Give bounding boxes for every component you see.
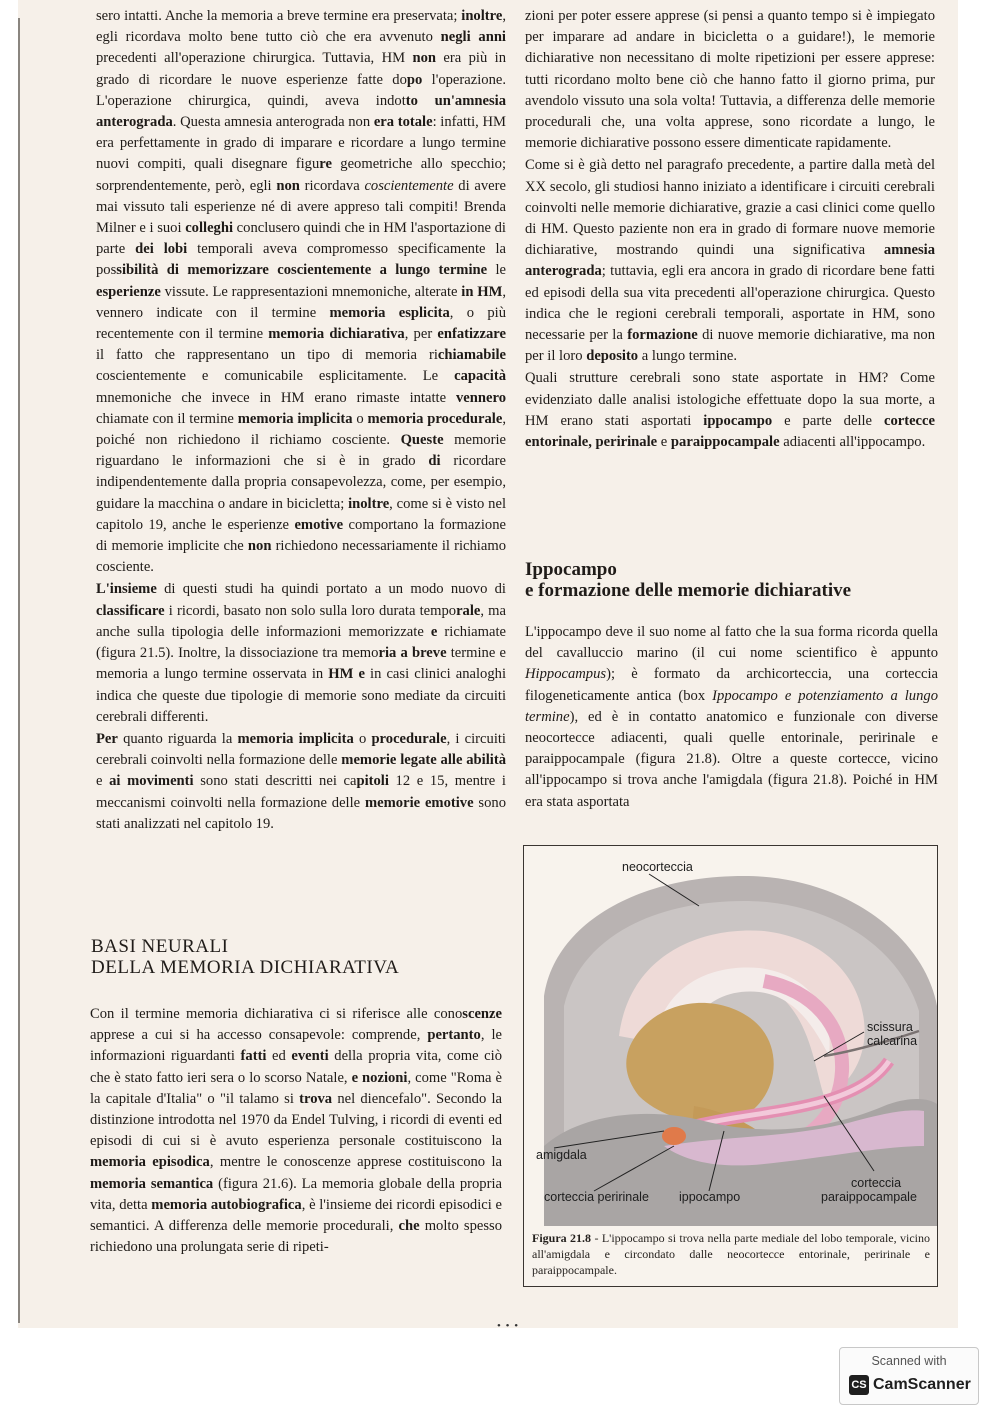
- left_top-p3-run-1: Per: [96, 730, 118, 747]
- left_bottom-p1-run-5: , le informazioni riguardanti: [90, 1027, 502, 1065]
- left_top-p2-run-11: HM e: [328, 666, 365, 683]
- left_top-p1-run-24: temporali aveva compromesso specificamente la pos: [96, 241, 506, 279]
- right_top-paragraph-1: [525, 6, 935, 154]
- right_top-p3-run-2: ippocampo: [703, 412, 773, 429]
- left_top-p1-run-36: enfatizzare: [437, 326, 506, 343]
- label-corteccia-peririnale: corteccia peririnale: [544, 1190, 649, 1204]
- left_top-p1-run-23: dei lobi: [135, 241, 188, 258]
- left_top-p1-run-16: geometriche allo specchio; sorprendentemente, però, egli: [96, 156, 506, 194]
- left_bottom-p1-run-18: (figura 21.6). La memoria globale della propria vita, detta: [90, 1175, 502, 1213]
- right_top-paragraph-2: [525, 155, 935, 367]
- section-heading-line1: BASI NEURALI: [91, 936, 229, 957]
- left_top-p1-run-2: inoltre: [461, 8, 503, 24]
- left_top-p3-run-10: sono stati descritti nei ca: [193, 773, 357, 790]
- left_bottom-p1-run-15: dica: [183, 1154, 210, 1171]
- left_top-p1-run-53: inoltre: [348, 495, 390, 512]
- right_mid-p1-run-2: Hippocampus: [525, 666, 607, 683]
- left_top-p3-run-11: pitoli: [356, 773, 389, 790]
- amygdala-shape: [662, 1127, 686, 1145]
- sub-heading: [525, 559, 945, 601]
- left_bottom-p1-run-1: Con il termine memoria dichiarativa ci si riferisce alle cono: [90, 1006, 463, 1022]
- right-column-middle: [525, 622, 938, 813]
- left_top-p1-run-15: re: [319, 156, 332, 173]
- left_top-p3-run-13: memorie emotive: [365, 794, 474, 811]
- left_top-p1-run-42: vennero: [456, 389, 506, 406]
- right_mid-p1-run-4: Ippocampo e potenziamento a lungo termine: [525, 687, 938, 725]
- left_bottom-p1-run-13: nel diencefalo". Secondo la distinzione introdotta nel 1970 da Endel Tulving, i ricordi di eventi ed episodi di cui si è avuto esperienza personale costituiscono la: [90, 1090, 502, 1150]
- camscanner-watermark: [839, 1347, 979, 1405]
- left_bottom-p1-run-12: trova: [299, 1090, 333, 1107]
- left_top-p1-run-10: to un': [405, 92, 455, 109]
- label-calcarina: calcarina: [867, 1034, 918, 1048]
- left_top-p2-run-5: rale: [456, 602, 481, 619]
- left_top-p1-run-8: po: [406, 71, 423, 88]
- left_top-p3-run-5: procedurale: [371, 730, 447, 747]
- left_top-p1-run-58: richiedono necessariamente il richiamo cosciente.: [96, 538, 506, 576]
- left_top-p2-run-6: , ma anche sulla tipologia delle informazioni memorizzate: [96, 602, 506, 640]
- left_top-p1-run-17: non: [276, 177, 300, 194]
- label-ippocampo: ippocampo: [679, 1190, 741, 1204]
- page-number: • • •: [497, 1320, 520, 1332]
- left_top-p3-run-4: o: [353, 730, 372, 747]
- right-column-top: [525, 6, 935, 453]
- left_top-p1-run-38: chiamabile: [437, 347, 506, 364]
- left_top-p1-run-1: sero intatti. Anche la memoria a breve termine era preservata;: [96, 8, 462, 24]
- left_top-p1-run-6: non: [412, 50, 437, 67]
- left_top-p1-run-54: , come si è visto nel capitolo 19, anche le esperienze: [96, 495, 506, 533]
- left_top-p1-run-25: sibilità di: [116, 262, 188, 279]
- left_bottom-p1-run-16: , mentre le conoscenze apprese costituiscono la: [209, 1154, 502, 1171]
- left_top-p1-run-43: chiamate con il termine: [96, 410, 238, 427]
- left_top-p1-run-7: era più in grado di ricordare le nuove esperienze fatte do: [96, 50, 506, 88]
- camscanner-logo-icon: CS: [849, 1375, 869, 1395]
- right_top-p2-run-1: Come si è già detto nel paragrafo precedente, a partire dalla metà del XX secolo, gli studiosi hanno iniziato a identificare i circuiti cerebrali coinvolti nelle memorie dichiarative, grazie a casi clinici come quello di HM. Questo paziente non era in grado di formare nuove memorie dichiarative, mostrando quindi una significativa: [525, 157, 935, 259]
- left_top-p3-run-9: ai movimenti: [109, 773, 194, 790]
- right_top-p2-run-6: deposito: [586, 348, 639, 365]
- left_bottom-p1-run-21: che: [398, 1218, 420, 1235]
- right_top-p2-run-7: a lungo termine.: [638, 348, 737, 365]
- left_top-p1-run-30: in HM: [461, 283, 503, 300]
- left_top-p1-run-44: memoria implicita: [237, 410, 353, 427]
- right_top-p1-run-1: zioni per poter essere apprese (si pensi a quanto tempo si è impiegato per imparare ad andare in bicicletta o a guidare!), le memorie dichiarative non necessitano di molte ripetizioni per essere apprese: tutti ricordano molto bene ciò che hanno fatto il giorno prima, pur avendolo vissuto una sola volta! Tuttavia, a differenza delle memorie procedurali che, una volta apprese, sono ricordate a lungo, le memorie dichiarative possono essere dimenticate rapidamente.: [525, 8, 935, 152]
- section-heading-line2: DELLA MEMORIA DICHIARATIVA: [91, 957, 400, 978]
- left_bottom-p1-run-11: , come "Roma è la capitale d'Italia" o "il talamo si: [90, 1069, 502, 1107]
- left_bottom-p1-run-8: eventi: [291, 1048, 329, 1065]
- left_top-p1-run-40: capacità: [454, 368, 506, 385]
- left_top-p1-run-34: memoria dichiarativa: [268, 326, 405, 343]
- label-scissura: scissura: [867, 1020, 913, 1034]
- left_top-p2-run-7: e: [430, 623, 438, 640]
- sub-heading-line1: Ippocampo: [525, 559, 617, 580]
- left_top-p3-run-12: 12 e 15, mentre i meccanismi coinvolti nella formazione delle: [96, 773, 506, 811]
- left_top-p1-run-57: non: [247, 538, 272, 555]
- right_top-p3-run-5: e: [657, 434, 671, 451]
- left_top-p1-run-4: negli anni: [440, 29, 506, 46]
- left_top-paragraph-1: [96, 6, 506, 578]
- left_bottom-p1-run-9: della propria vita, come ciò che è stato fatto ieri sera o lo scorso Natale,: [90, 1048, 503, 1086]
- left_top-p3-run-2: quanto riguarda la: [117, 730, 238, 747]
- left_top-paragraph-3: [96, 729, 506, 835]
- left_top-p3-run-6: , i circuiti cerebrali coinvolti nella formazione delle: [96, 730, 506, 769]
- label-amigdala: amigdala: [536, 1148, 587, 1162]
- caption-text: - L'ippocampo si trova nella parte mediale del lobo temporale, vicino all'amigdala e circondato dalle neocortecce entorinale, peririnale e paraippocampale.: [532, 1231, 931, 1277]
- right_top-p2-run-5: di nuove memorie dichiarative, ma non per il loro: [525, 327, 935, 365]
- left_top-p1-run-35: , per: [404, 326, 438, 343]
- watermark-brand: CamScanner: [873, 1376, 971, 1393]
- left_bottom-paragraph-1: [90, 1004, 502, 1258]
- scan-edge-line: [18, 18, 20, 1323]
- left_top-p2-run-10: termine e memoria a lungo termine osservata in: [96, 645, 506, 683]
- left_top-p1-run-21: colleghi: [185, 220, 234, 237]
- left_top-p1-run-32: memoria esplicita: [329, 304, 450, 321]
- left_bottom-p1-run-6: fatti: [240, 1048, 267, 1065]
- label-corteccia: corteccia: [851, 1176, 902, 1190]
- left_top-p2-run-8: richiamate (figura 21.5). Inoltre, la dissociazione tra memo: [96, 623, 506, 662]
- left_top-p1-run-12: . Questa amnesia anterograda non: [172, 114, 374, 131]
- left_top-p2-run-3: classificare: [96, 602, 165, 619]
- left_top-p1-run-56: comportano la formazione di memorie implicite che: [96, 516, 506, 555]
- left_top-p1-run-52: ricordare indipendentemente dalla propria consapevolezza, come, per esempio, guidare la macchina o andare in bicicletta;: [96, 453, 506, 512]
- left_top-p1-run-50: memorie riguardano le informazioni che si è in grado: [96, 432, 506, 470]
- right_top-p3-run-6: paraippocampale: [670, 434, 780, 451]
- left_top-p1-run-13: era totale: [373, 114, 433, 131]
- right_mid-p1-run-3: ); è formato da archicorteccia, una corteccia filogeneticamente antica (box: [525, 666, 938, 704]
- left_top-p1-run-49: Queste: [400, 432, 444, 449]
- left_top-p3-run-3: memoria implicita: [237, 730, 354, 747]
- left_top-p1-run-46: memo: [367, 410, 406, 427]
- left_top-p1-run-39: coscientemente e comunicabile esplicitamente. Le: [96, 368, 455, 385]
- left_top-p2-run-12: in casi clinici analoghi indica che queste due tipologie di memorie sono mediate da circuiti cerebrali differenti.: [96, 666, 507, 725]
- left_top-p3-run-14: sono stati analizzati nel capitolo 19.: [96, 794, 506, 832]
- left_top-p1-run-55: emotive: [294, 516, 344, 533]
- watermark-line1: Scanned with: [871, 1354, 947, 1368]
- left_top-p1-run-18: ricordava: [299, 177, 365, 194]
- right_top-p3-run-4: cortecce entorinale, peririnale: [525, 412, 935, 451]
- left_top-p1-run-48: , poiché non richiedono il richiamo cosciente.: [96, 410, 506, 449]
- left_top-p3-run-8: e: [96, 773, 110, 790]
- left_top-p1-run-20: di avere mai vissuto tali esperienze né di avere appreso tali compiti! Brenda Milner e i suoi: [96, 177, 506, 237]
- left_top-p1-run-37: il fatto che rappresentano un tipo di memoria ri: [96, 347, 438, 364]
- figure-21-8: [523, 845, 938, 1287]
- left_top-paragraph-2: [96, 579, 506, 727]
- left_bottom-p1-run-20: , è l'insieme dei ricordi episodici e semantici. A differenza delle memorie procedurali,: [90, 1196, 502, 1235]
- left_bottom-p1-run-3: apprese a cui si ha accesso consapevole: comprende,: [90, 1027, 428, 1044]
- left_top-p2-run-2: di questi studi ha quindi portato a un modo nuovo di: [156, 581, 506, 598]
- left_top-p1-run-41: mnemoniche che invece in HM erano rimaste intatte: [96, 389, 456, 406]
- right_top-p3-run-1: Quali strutture cerebrali sono state asportate in HM? Come evidenziato dalle analisi istologiche effettuate dopo la sua morte, a HM erano stati asportati: [525, 370, 935, 429]
- left_top-p1-run-33: , o più recentemente con il termine: [96, 304, 507, 343]
- left-column-bottom: [90, 1004, 502, 1258]
- right_top-p2-run-4: formazione: [627, 327, 698, 344]
- left_top-p1-run-5: precedenti all'operazione chirurgica. Tuttavia, HM: [96, 50, 413, 67]
- left_top-p2-run-1: L'insieme: [96, 581, 157, 598]
- right_mid-p1-run-5: ), ed è in contatto anatomico e funzionale con diverse neocortecce adiacenti, quali quelle entorinale, peririnale e paraippocampale (figura 21.8). Oltre a queste cortecce, vicino all'ippocampo si trova anche l'amigdala (figura 21.8). Poiché in HM era stata asportata: [525, 708, 938, 810]
- left_bottom-p1-run-10: e nozioni: [351, 1069, 408, 1086]
- figure-caption: [532, 1230, 930, 1278]
- left_top-p1-run-19: coscientemente: [364, 177, 454, 194]
- right_top-p2-run-3: ; tuttavia, egli era ancora in grado di ricordare bene fatti ed episodi della sua vita precedenti all'operazione chirurgica. Questo indica che le regioni cerebrali temporali, asportate in HM, sono necessarie per la: [525, 263, 935, 344]
- right_mid-p1-run-1: L'ippocampo deve il suo nome al fatto che la sua forma ricorda quella del cavalluccio marino (il cui nome scientifico è appunto: [525, 624, 938, 662]
- left_bottom-p1-run-19: memoria autobiografica: [151, 1196, 302, 1213]
- sub-heading-line2: e formazione delle memorie dichiarative: [525, 580, 852, 601]
- right_top-paragraph-3: [525, 368, 935, 453]
- right_top-p3-run-7: adiacenti all'ippocampo.: [779, 434, 926, 451]
- left_bottom-p1-run-22: molto spesso richiedono una prolungata serie di ripeti-: [90, 1218, 503, 1256]
- left_top-p1-run-14: : infatti, HM era perfettamente in grado di imparare e ricordare a lungo termine nuovi compiti, quali disegnare figu: [96, 114, 506, 173]
- left_bottom-p1-run-4: pertanto: [427, 1027, 481, 1044]
- label-neocorteccia: neocorteccia: [622, 860, 693, 874]
- right_mid-paragraph-1: [525, 622, 938, 813]
- left_top-p1-run-45: o: [352, 410, 368, 427]
- left_top-p1-run-29: vissute. Le rappresentazioni mnemoniche, alterate: [160, 283, 462, 300]
- caption-number: Figura 21.8: [532, 1231, 592, 1245]
- left_top-p1-run-31: , vennero indicate con il termine: [96, 283, 506, 321]
- left_top-p1-run-26: memorizzare coscientemente a lungo termine: [187, 262, 488, 279]
- left_top-p2-run-9: ria a breve: [378, 645, 447, 662]
- left_top-p1-run-3: , egli ricordava molto bene tutto ciò che era avvenuto: [96, 8, 506, 46]
- left_top-p2-run-4: i ricordi, basato non solo sulla loro durata tempo: [164, 602, 457, 619]
- label-paraippocampale: paraippocampale: [821, 1190, 917, 1204]
- left_top-p1-run-47: ria procedurale: [405, 410, 503, 427]
- left_bottom-p1-run-14: memoria episo: [90, 1154, 184, 1171]
- left_top-p3-run-7: memorie legate alle abilità: [341, 752, 506, 769]
- left_top-p1-run-51: di: [428, 453, 441, 470]
- left-column-top: [96, 6, 506, 835]
- left_top-p1-run-9: l'operazione. L'operazione chirurgica, quindi, aveva indot: [96, 71, 506, 109]
- left_bottom-p1-run-7: ed: [266, 1048, 292, 1065]
- left_bottom-p1-run-2: scenze: [462, 1006, 502, 1022]
- right_top-p2-run-2: amnesia anterograda: [525, 242, 935, 280]
- left_top-p1-run-22: conclusero quindi che in HM l'asportazione di parte: [96, 220, 506, 258]
- section-heading: [91, 936, 511, 978]
- left_top-p1-run-27: le: [487, 262, 506, 279]
- left_top-p1-run-28: esperienze: [96, 283, 161, 300]
- left_top-p1-run-11: amnesia anterograda: [96, 92, 506, 131]
- right_top-p3-run-3: e parte delle: [772, 412, 884, 429]
- left_bottom-p1-run-17: memoria semantica: [90, 1175, 214, 1192]
